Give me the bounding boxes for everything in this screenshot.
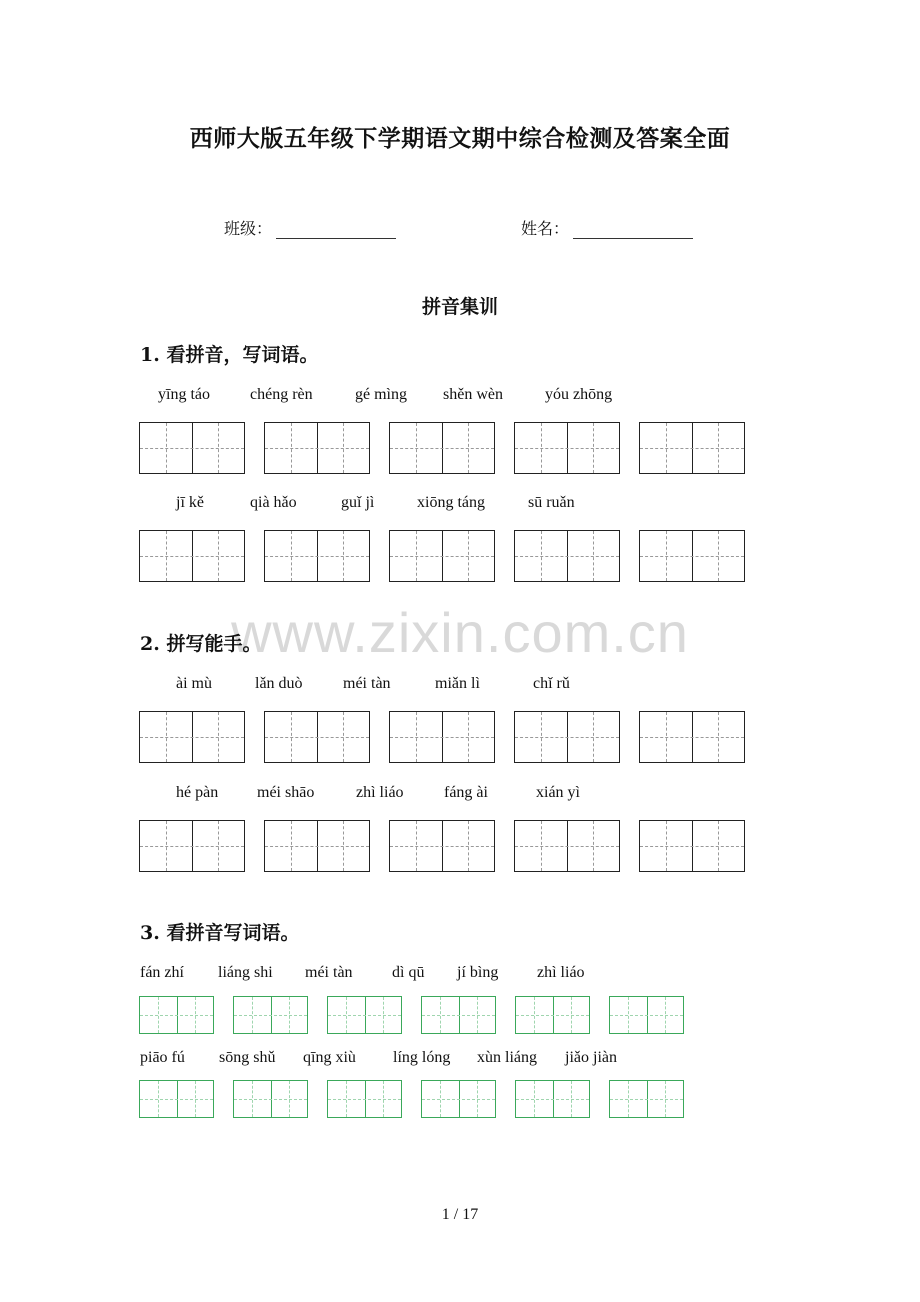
writing-box[interactable] xyxy=(139,820,245,872)
pinyin: qià hǎo xyxy=(250,494,297,511)
pinyin: xián yì xyxy=(536,784,580,801)
class-blank[interactable] xyxy=(276,224,396,239)
writing-box[interactable] xyxy=(421,1080,496,1118)
pinyin: ài mù xyxy=(176,675,212,692)
writing-box[interactable] xyxy=(389,422,495,474)
writing-box[interactable] xyxy=(233,996,308,1034)
writing-box[interactable] xyxy=(514,820,620,872)
document-title: 西师大版五年级下学期语文期中综合检测及答案全面 xyxy=(189,125,731,152)
writing-box[interactable] xyxy=(389,820,495,872)
writing-box[interactable] xyxy=(515,1080,590,1118)
writing-box[interactable] xyxy=(264,711,370,763)
pinyin: méi tàn xyxy=(305,964,353,981)
writing-box[interactable] xyxy=(421,996,496,1034)
page-number: 1 / 17 xyxy=(441,1206,479,1223)
pinyin: fáng ài xyxy=(444,784,488,801)
writing-box[interactable] xyxy=(264,422,370,474)
question-2-title: 2. 拼写能手。 xyxy=(140,633,262,655)
writing-box[interactable] xyxy=(139,422,245,474)
watermark: www.zixin.com.cn xyxy=(231,601,689,664)
pinyin: líng lóng xyxy=(393,1049,451,1066)
pinyin: dì qū xyxy=(392,964,425,981)
pinyin: guǐ jì xyxy=(341,494,375,511)
pinyin: miǎn lì xyxy=(435,675,480,692)
writing-box[interactable] xyxy=(639,530,745,582)
writing-box[interactable] xyxy=(389,711,495,763)
pinyin: méi tàn xyxy=(343,675,391,692)
question-1-title: 1. 看拼音，写词语。 xyxy=(140,344,319,366)
pinyin: zhì liáo xyxy=(537,964,585,981)
pinyin: fán zhí xyxy=(140,964,184,981)
pinyin: méi shāo xyxy=(257,784,315,801)
pinyin: qīng xiù xyxy=(303,1049,356,1066)
writing-box[interactable] xyxy=(389,530,495,582)
pinyin: chéng rèn xyxy=(250,386,313,403)
writing-box[interactable] xyxy=(514,530,620,582)
pinyin: jī kě xyxy=(176,494,204,511)
pinyin: zhì liáo xyxy=(356,784,404,801)
pinyin: jí bìng xyxy=(457,964,499,981)
writing-box[interactable] xyxy=(514,422,620,474)
name-label: 姓名： xyxy=(521,219,570,238)
writing-box[interactable] xyxy=(515,996,590,1034)
question-3-title: 3. 看拼音写词语。 xyxy=(140,922,300,944)
class-label: 班级： xyxy=(224,219,273,238)
class-field xyxy=(224,216,396,239)
writing-box[interactable] xyxy=(264,820,370,872)
writing-box[interactable] xyxy=(609,1080,684,1118)
writing-box[interactable] xyxy=(139,711,245,763)
writing-box[interactable] xyxy=(327,1080,402,1118)
pinyin: shěn wèn xyxy=(443,386,503,403)
writing-box[interactable] xyxy=(139,996,214,1034)
writing-box[interactable] xyxy=(609,996,684,1034)
name-blank[interactable] xyxy=(573,224,693,239)
pinyin: hé pàn xyxy=(176,784,219,801)
pinyin: piāo fú xyxy=(140,1049,185,1066)
pinyin: xiōng táng xyxy=(417,494,485,511)
writing-box[interactable] xyxy=(639,711,745,763)
writing-box[interactable] xyxy=(264,530,370,582)
pinyin: sū ruǎn xyxy=(528,494,575,511)
pinyin: gé mìng xyxy=(355,386,407,403)
name-field xyxy=(521,216,693,239)
writing-box[interactable] xyxy=(327,996,402,1034)
writing-box[interactable] xyxy=(514,711,620,763)
pinyin: sōng shǔ xyxy=(219,1049,276,1066)
pinyin: jiǎo jiàn xyxy=(565,1049,617,1066)
pinyin: yóu zhōng xyxy=(545,386,613,403)
writing-box[interactable] xyxy=(233,1080,308,1118)
pinyin: lǎn duò xyxy=(255,675,303,692)
writing-box[interactable] xyxy=(639,820,745,872)
pinyin: chǐ rǔ xyxy=(533,675,570,692)
pinyin: xùn liáng xyxy=(477,1049,537,1066)
pinyin: liáng shi xyxy=(218,964,273,981)
section-title: 拼音集训 xyxy=(421,296,498,318)
pinyin: yīng táo xyxy=(158,386,210,403)
writing-box[interactable] xyxy=(139,530,245,582)
writing-box[interactable] xyxy=(639,422,745,474)
writing-box[interactable] xyxy=(139,1080,214,1118)
